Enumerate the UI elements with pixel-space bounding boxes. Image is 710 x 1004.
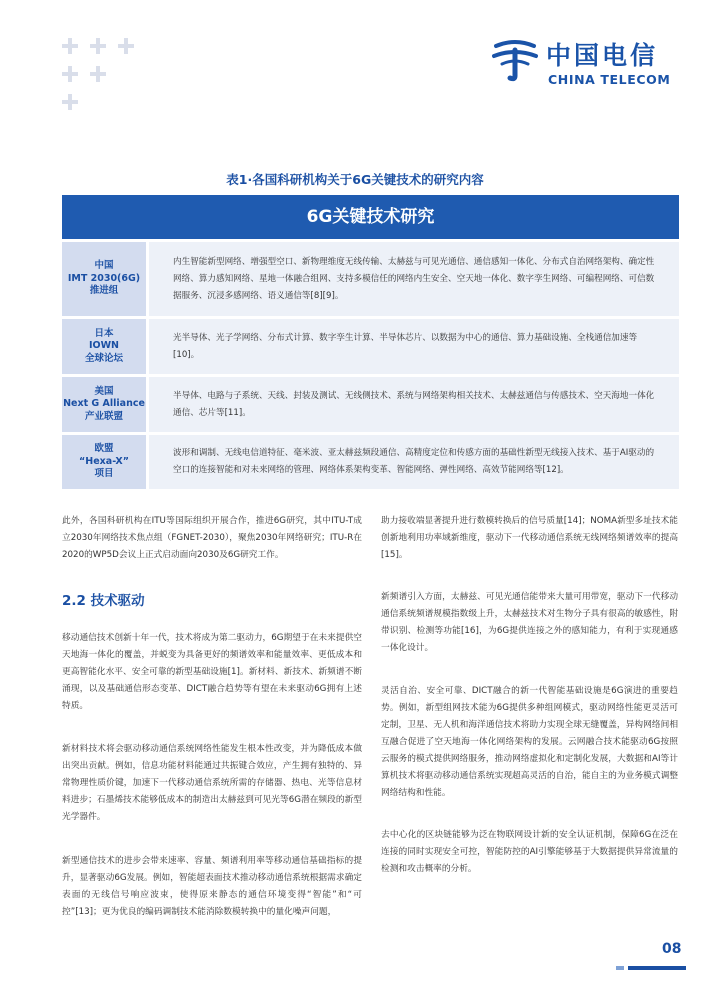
row-content [149, 242, 679, 316]
intro-paragraph [62, 513, 362, 564]
right-paragraph-4 [381, 827, 678, 878]
paragraph: 去中心化的区块链能够为泛在物联网设计新的安全认证机制，保障6G在泛在连接的同时实现安全可控，智能防控的AI引擎能够基于大数据提供异常流量的检测和攻击概率的分析。 [381, 830, 678, 874]
right-paragraph-1 [381, 513, 678, 564]
paragraph: 新材料技术将会驱动移动通信系统网络性能发生根本性改变，并为降低成本做出突出贡献。例如，信息功能材料能通过共振键合效应，产生拥有独特的、异常物理性质价键，加速下一代移动通信系统所需的存储器、热电、光等信息材料进步；石墨烯技术能够低成本的制造出太赫兹到可见光等6G潜在频段的新型光学器件。 [62, 744, 362, 822]
left-paragraph-1 [62, 630, 362, 715]
decorative-plus-icon [90, 38, 106, 54]
org-line: 全球论坛 [84, 352, 123, 364]
row-organization [62, 377, 146, 432]
decorative-plus-icon [118, 38, 134, 54]
row-organization [62, 319, 146, 374]
right-paragraph-2 [381, 589, 678, 657]
footer-bar [628, 966, 686, 970]
org-line: 美国 [94, 385, 114, 397]
org-line: 项目 [94, 468, 114, 480]
org-line: “Hexa-X” [79, 455, 129, 467]
paragraph: 新型通信技术的进步会带来速率、容量、频谱利用率等移动通信基础指标的提升，显著驱动6G发展。例如，智能超表面技术推动移动通信系统根据需求确定表面的无线信号响应波束，使得原来静态的通信环境变得“智能”和“可控”[13]；更为优良的编码调制技术能消除数模转换中的量化噪声问题， [62, 856, 362, 917]
row-content [149, 319, 679, 374]
row-content-text: 光半导体、光子学网络、分布式计算、数字孪生计算、半导体芯片、以数据为中心的通信、算力基础设施、全栈通信加速等[10]。 [173, 332, 638, 360]
row-content-text: 波形和调制、无线电信道特征、毫米波、亚太赫兹频段通信、高精度定位和传感方面的基础性新型无线接入技术、基于AI驱动的空口的连接智能和对未来网络的管理、网络体系架构变革、智能网络、弹性网络、高效节能网络等[12]。 [173, 448, 655, 475]
research-table [62, 195, 679, 489]
org-line: 中国 [94, 260, 114, 272]
row-organization [62, 435, 146, 489]
org-line: IOWN [88, 340, 120, 352]
table-row [62, 242, 679, 316]
paragraph: 新频谱引入方面，太赫兹、可见光通信能带来大量可用带宽，驱动下一代移动通信系统频谱规模指数级上升，太赫兹技术对生物分子具有很高的敏感性，附带识别、检测等功能[16]，为6G提供连接之外的感知能力，有利于实现通感一体化设计。 [381, 592, 678, 653]
left-paragraph-2 [62, 741, 362, 826]
decorative-plus-icon [62, 38, 78, 54]
org-line: 产业联盟 [84, 410, 123, 422]
page-number: 08 [662, 941, 682, 957]
paragraph: 灵活自治、安全可靠、DICT融合的新一代智能基础设施是6G演进的重要趋势。例如，新型组网技术能为6G提供多种组网模式，驱动网络性能更灵活可定制，卫星、无人机和海洋通信技术将助力实现全球无缝覆盖，异构网络间相互融合促进了空天地海一体化网络架构的发展。云网融合技术能驱动6G按照云服务的模式提供网络服务，推动网络虚拟化和定制化发展，大数据和AI等计算机技术将驱动移动通信系统实现超高灵活的自治，能自主的为业务模式调整网络结构和性能。 [381, 686, 678, 798]
row-organization [62, 242, 146, 316]
decorative-plus-icon [62, 66, 78, 82]
footer-accent [616, 966, 624, 970]
paragraph: 移动通信技术创新十年一代，技术将成为第二驱动力，6G期望于在未来提供空天地海一体化的覆盖，并蜕变为具备更好的频谱效率和能量效率、更低成本和更高智能化水平、安全可靠的新型基础设施[1]。新材料、新技术、新频谱不断涌现，以及基础通信形态变革、DICT融合趋势等有望在未来驱动6G拥有上述特质。 [62, 633, 362, 711]
row-content [149, 377, 679, 432]
decorative-plus-icon [62, 94, 78, 110]
table-row [62, 319, 679, 374]
row-content-text: 半导体、电路与子系统、天线、封装及测试、无线侧技术、系统与网络架构相关技术、太赫兹通信与传感技术、空天海地一体化通信、芯片等[11]。 [173, 390, 655, 418]
row-content-text: 内生智能新型网络、增强型空口、新物理维度无线传输、太赫兹与可见光通信、通信感知一体化、分布式自治网络架构、确定性网络、算力感知网络、星地一体融合组网、支持多模信任的网络内生安全、空天地一体化、数字孪生网络、可编程网络、可信数据服务、沉浸多感网络、语义通信等[8][9]。 [173, 256, 655, 301]
org-line: IMT 2030(6G) [67, 272, 141, 284]
china-telecom-logo [490, 34, 690, 94]
china-telecom-emblem-icon [490, 36, 540, 82]
org-line: Next G Alliance [63, 398, 145, 410]
logo-english-text: CHINA TELECOM [548, 72, 671, 87]
table-caption: 表1·各国科研机构关于6G关键技术的研究内容 [226, 172, 484, 187]
decorative-plus-icon [90, 66, 106, 82]
paragraph: 助力接收端显著提升进行数模转换后的信号质量[14]；NOMA新型多址技术能创新地利用功率域新维度，驱动下一代移动通信系统无线网络频谱效率的提高[15]。 [381, 516, 678, 560]
logo-chinese-text: 中国电信 [546, 41, 659, 70]
table-row [62, 435, 679, 489]
table-row [62, 377, 679, 432]
right-paragraph-3 [381, 683, 678, 802]
left-paragraph-3 [62, 853, 362, 921]
org-line: 欧盟 [94, 443, 114, 455]
row-content [149, 435, 679, 489]
paragraph: 此外，各国科研机构在ITU等国际组织开展合作，推进6G研究，其中ITU-T成立2030年网络技术焦点组（FGNET-2030），聚焦2030年网络研究；ITU-R在2020的WP5D会议上正式启动面向2030及6G研究工作。 [62, 516, 362, 560]
org-line: 日本 [94, 327, 114, 339]
section-heading: 2.2 技术驱动 [62, 593, 145, 609]
table-header: 6G关键技术研究 [62, 195, 679, 239]
org-line: 推进组 [89, 285, 119, 297]
